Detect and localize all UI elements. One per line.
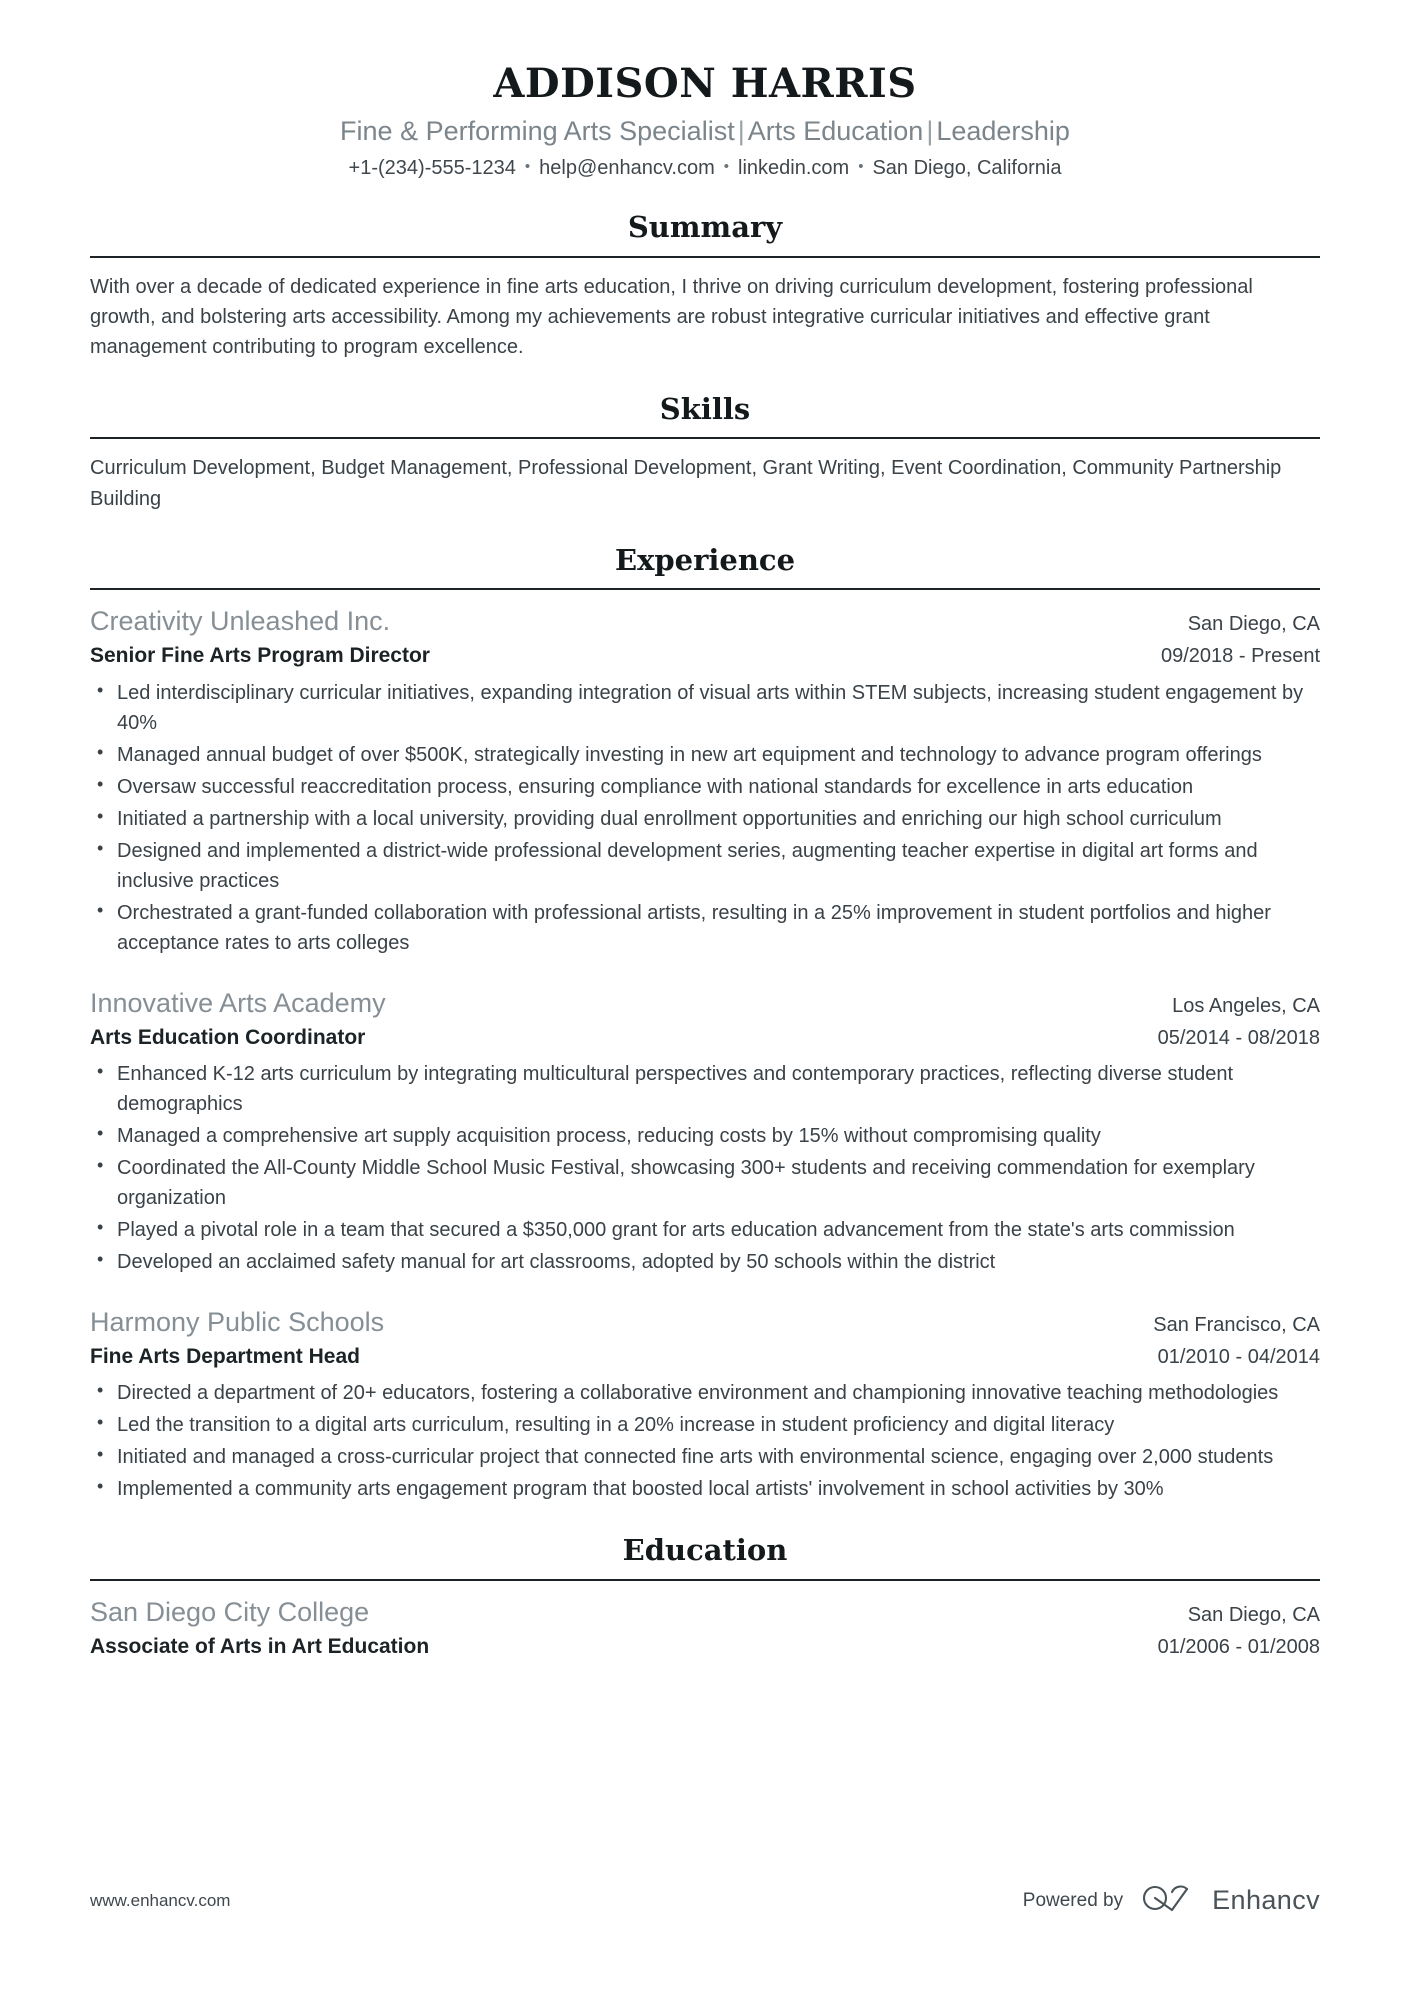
education-entry-subheader [90,1633,1320,1660]
headline-separator-2: | [926,115,934,146]
experience-entry [90,604,1320,957]
experience-role: Senior Fine Arts Program Director [90,644,430,668]
footer-branding [1023,1883,1320,1918]
enhancv-logo [1142,1883,1320,1918]
section-education [90,1534,1320,1660]
experience-dates: 05/2014 - 08/2018 [1157,1026,1320,1049]
experience-dates: 01/2010 - 04/2014 [1157,1345,1320,1368]
experience-entry-header [90,604,1320,638]
contact-separator-icon: • [524,158,531,176]
contact-location: San Diego, California [872,157,1062,180]
list-item: • Led the transition to a digital arts curriculum, resulting in a 20% increase in student proficiency and digital literacy [90,1410,1320,1440]
headline-part-1: Fine & Performing Arts Specialist [340,115,735,146]
list-item: • Directed a department of 20+ educators, fostering a collaborative environment and championing innovative teaching methodologies [90,1378,1320,1408]
education-degree: Associate of Arts in Art Education [90,1634,430,1658]
experience-entry [90,1305,1320,1504]
candidate-name: ADDISON HARRIS [493,60,917,107]
summary-text: With over a decade of dedicated experience in fine arts education, I thrive on driving curriculum development, fostering professional growth, and bolstering arts accessibility. Among my achievements are robust integrative curricular initiatives and effective grant management contributing to program excellence. [90,275,1253,359]
section-title-experience: Experience [614,542,796,577]
education-entry [90,1595,1320,1660]
candidate-headline [90,114,1320,149]
experience-role: Fine Arts Department Head [90,1344,360,1368]
experience-location: San Francisco, CA [1153,1313,1320,1336]
list-item: • Developed an acclaimed safety manual for art classrooms, adopted by 50 schools within the district [90,1247,1320,1277]
resume-footer [90,1883,1320,1918]
list-item: • Played a pivotal role in a team that secured a $350,000 grant for arts education advancement from the state's arts commission [90,1215,1320,1245]
experience-bullets [90,1059,1320,1277]
list-item: • Implemented a community arts engagement program that boosted local artists' involvement in school activities by 30% [90,1474,1320,1504]
skills-text: Curriculum Development, Budget Management, Professional Development, Grant Writing, Event Coordination, Community Partnership Building [90,457,1282,510]
list-item: • Initiated and managed a cross-curricular project that connected fine arts with environmental science, engaging over 2,000 students [90,1442,1320,1472]
contact-email[interactable]: help@enhancv.com [539,157,715,180]
experience-role: Arts Education Coordinator [90,1025,366,1049]
list-item: • Orchestrated a grant-funded collaboration with professional artists, resulting in a 25% improvement in student portfolios and higher acceptance rates to arts colleges [90,898,1320,958]
contact-separator-icon: • [723,158,730,176]
headline-part-2: Arts Education [747,115,924,146]
resume-header [90,0,1320,181]
experience-bullets [90,678,1320,958]
list-item: • Led interdisciplinary curricular initiatives, expanding integration of visual arts within STEM subjects, increasing student engagement by 40% [90,678,1320,738]
education-location: San Diego, CA [1187,1603,1320,1626]
contact-separator-icon: • [858,158,864,176]
section-title-skills: Skills [659,391,751,426]
experience-organization: Innovative Arts Academy [90,987,386,1018]
list-item: • Managed a comprehensive art supply acquisition process, reducing costs by 15% without compromising quality [90,1121,1320,1151]
experience-entry-subheader [90,1024,1320,1051]
section-body-experience [90,590,1320,1504]
contact-line [90,155,1320,181]
section-body-education [90,1581,1320,1660]
headline-separator-1: | [737,115,745,146]
section-experience [90,544,1320,1504]
enhancv-wordmark: Enhancv [1212,1885,1320,1915]
experience-location: Los Angeles, CA [1172,994,1320,1017]
education-entry-header [90,1595,1320,1629]
section-body-summary [90,258,1320,363]
education-dates: 01/2006 - 01/2008 [1157,1635,1320,1658]
experience-entry-subheader [90,1343,1320,1370]
experience-entry [90,986,1320,1277]
section-skills [90,393,1320,514]
experience-organization: Creativity Unleashed Inc. [90,606,391,637]
resume-content [90,0,1320,1666]
contact-phone: +1-(234)-555-1234 [348,157,516,180]
enhancv-mark-icon [1142,1883,1200,1918]
education-organization: San Diego City College [90,1596,370,1627]
list-item: • Initiated a partnership with a local university, providing dual enrollment opportunities and enriching our high school curriculum [90,804,1320,834]
experience-entry-subheader [90,642,1320,669]
footer-website-url[interactable]: www.enhancv.com [90,1890,231,1910]
headline-part-3: Leadership [936,115,1070,146]
list-item: • Designed and implemented a district-wide professional development series, augmenting teacher expertise in digital art forms and inclusive practices [90,836,1320,896]
list-item: • Enhanced K-12 arts curriculum by integrating multicultural perspectives and contemporary practices, reflecting diverse student demographics [90,1059,1320,1119]
section-body-skills [90,439,1320,514]
section-title-summary: Summary [627,210,783,245]
section-title-education: Education [622,1533,788,1568]
section-summary [90,211,1320,363]
contact-linkedin[interactable]: linkedin.com [738,157,850,180]
list-item: • Oversaw successful reaccreditation process, ensuring compliance with national standards for excellence in arts education [90,772,1320,802]
experience-entry-header [90,986,1320,1020]
experience-location: San Diego, CA [1187,613,1320,636]
experience-bullets [90,1378,1320,1504]
list-item: • Coordinated the All-County Middle School Music Festival, showcasing 300+ students and receiving commendation for exemplary organization [90,1153,1320,1213]
footer-powered-by-label: Powered by [1022,1889,1124,1911]
experience-entry-header [90,1305,1320,1339]
list-item: • Managed annual budget of over $500K, strategically investing in new art equipment and technology to advance program offerings [90,740,1320,770]
experience-dates: 09/2018 - Present [1161,645,1320,668]
experience-organization: Harmony Public Schools [90,1306,385,1337]
